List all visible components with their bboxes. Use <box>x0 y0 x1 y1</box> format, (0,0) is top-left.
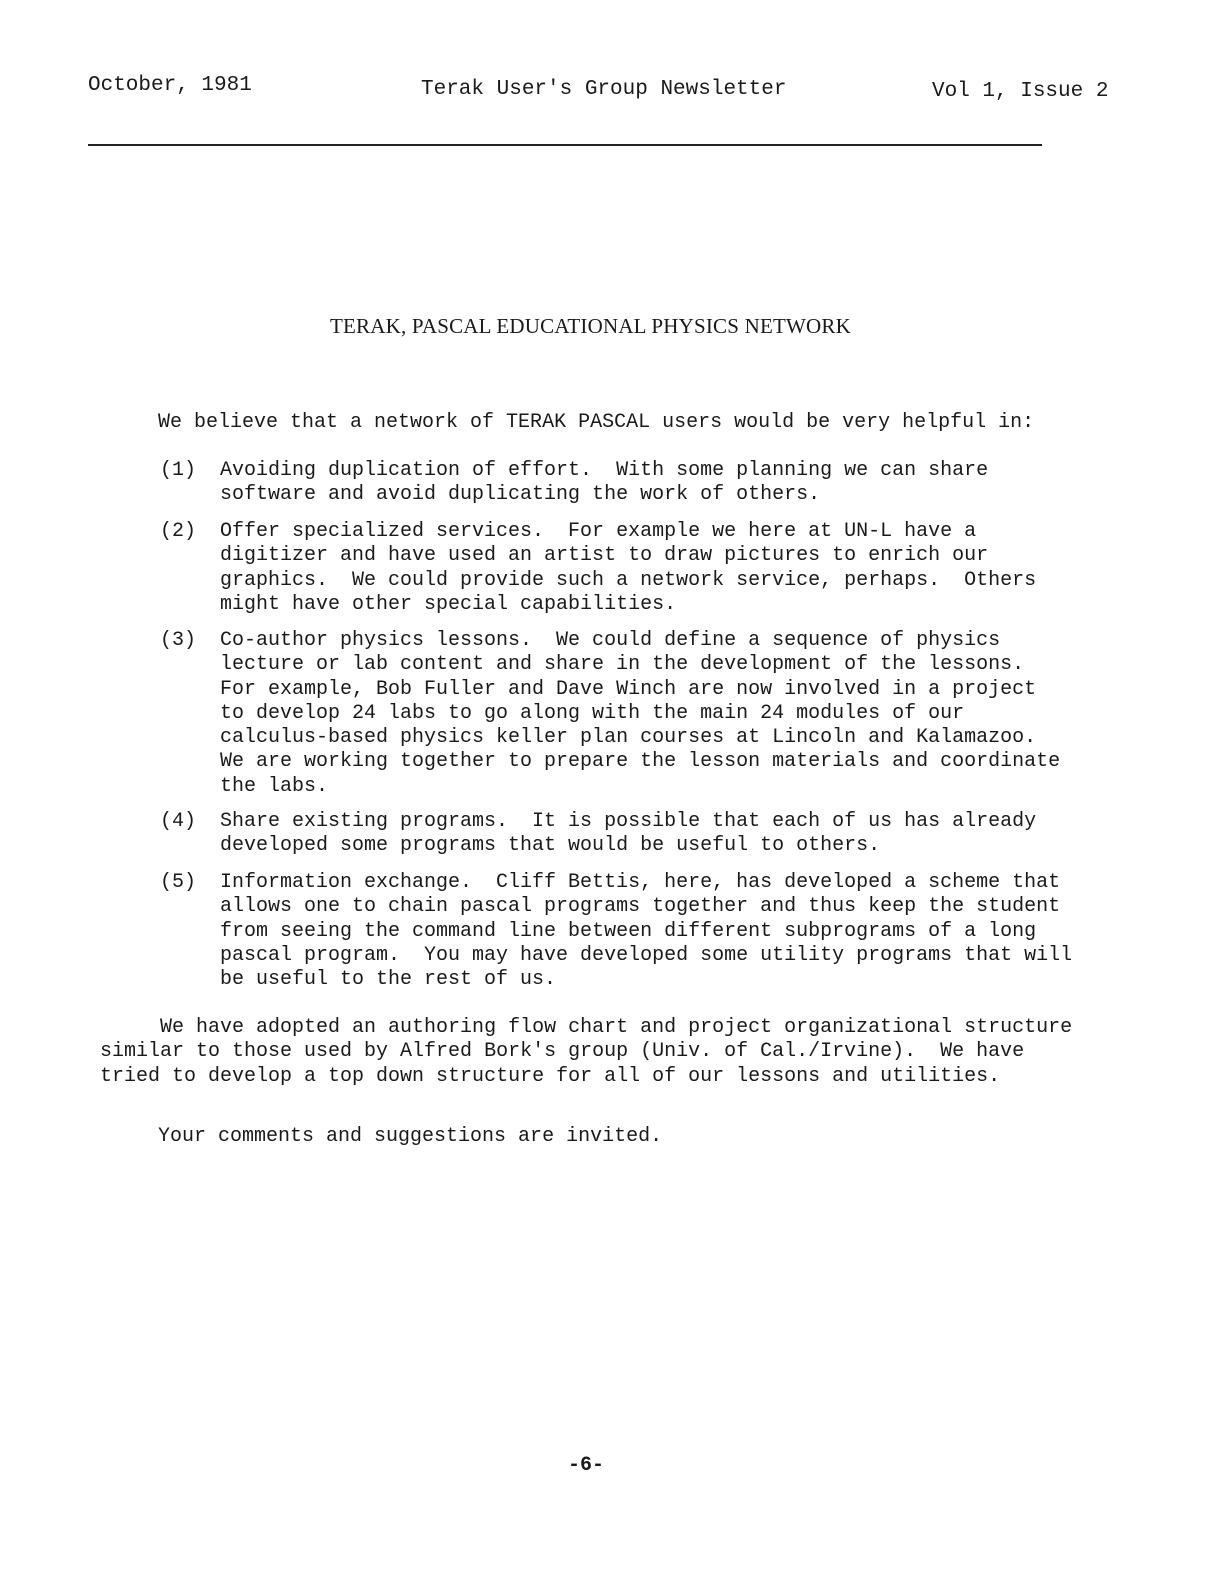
list-item-number: (1) <box>160 459 197 482</box>
list-item-number: (5) <box>160 871 197 894</box>
article-title: TERAK, PASCAL EDUCATIONAL PHYSICS NETWORK <box>330 314 851 338</box>
list-item-number: (4) <box>160 810 197 833</box>
invitation-line: Your comments and suggestions are invited. <box>158 1125 663 1148</box>
closing-paragraph: We have adopted an authoring flow chart and project organizational structure similar to those used by Alfred Bork's group (Univ. of Cal./Irvine). We have tried to develop a top down structure for all of our lessons and utilities. <box>100 1016 1073 1088</box>
volume-issue: Vol 1, Issue 2 <box>932 80 1109 103</box>
page-number: -6- <box>568 1454 605 1477</box>
header-date: October, 1981 <box>88 74 252 97</box>
list-item-text: Offer specialized services. For example we here at UN-L have a digitizer and have used an artist to draw pictures to enrich our graphics. We could provide such a network service, perhaps. Others might have other special capabilities. <box>220 520 1037 616</box>
newsletter-title: Terak User's Group Newsletter <box>421 78 787 101</box>
list-item-text: Avoiding duplication of effort. With some planning we can share software and avoid duplicating the work of others. <box>220 459 989 507</box>
list-item-text: Information exchange. Cliff Bettis, here, has developed a scheme that allows one to chain pascal programs together and thus keep the student from seeing the command line between different subprograms of a long pascal program. You may have developed some utility programs that will be useful to the rest of us. <box>220 871 1073 992</box>
list-item-number: (3) <box>160 629 197 652</box>
list-item-text: Share existing programs. It is possible that each of us has already developed some programs that would be useful to others. <box>220 810 1037 858</box>
list-item-number: (2) <box>160 520 197 543</box>
header-rule <box>88 144 1042 146</box>
list-item-text: Co-author physics lessons. We could define a sequence of physics lecture or lab content and share in the development of the lessons. For example, Bob Fuller and Dave Winch are now involved in a project to develop 24 labs to go along with the main 24 modules of our calculus-based physics keller plan courses at Lincoln and Kalamazoo. We are working together to prepare the lesson materials and coordinate the labs. <box>220 629 1061 798</box>
intro-paragraph: We believe that a network of TERAK PASCAL users would be very helpful in: <box>158 411 1035 434</box>
